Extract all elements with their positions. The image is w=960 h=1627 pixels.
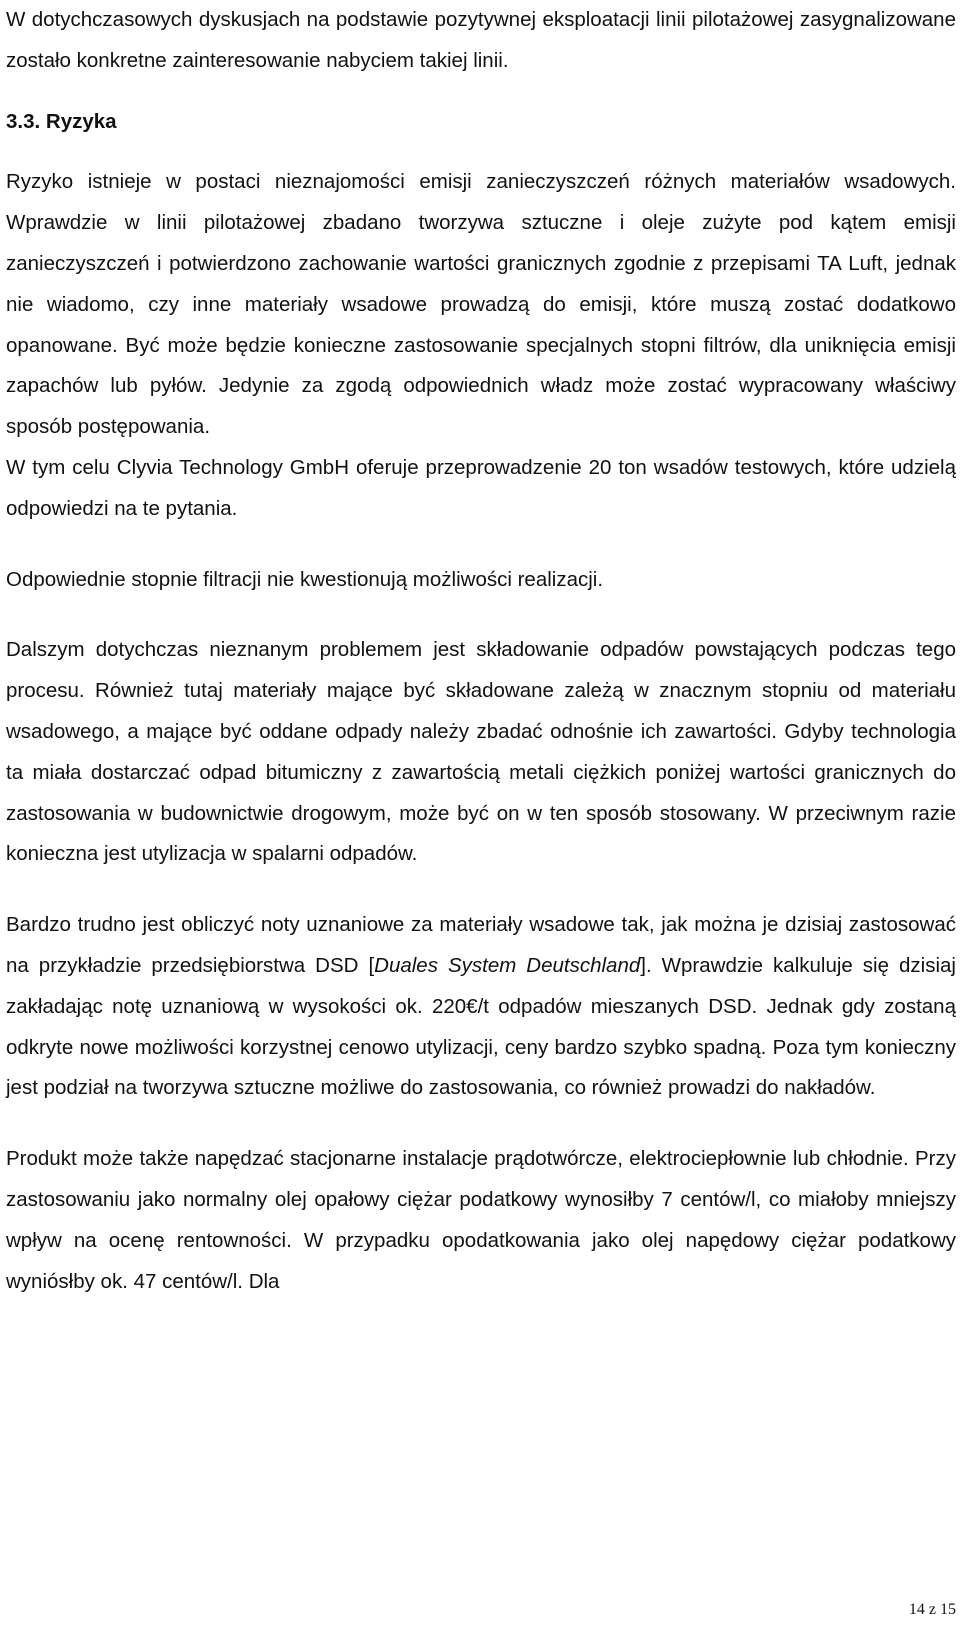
page-number: 14 z 15: [908, 1601, 956, 1618]
paragraph-credit-notes-text-2: ]. Wprawdzie kalkuluje się dzisiaj zakładając notę uznaniową w wysokości ok. 220€/t odpadów mieszanych DSD. Jednak gdy zostaną odkryte nowe możliwości korzystnej cenowo utylizacji, ceny bardzo szybko spadną. Poza tym konieczny jest podział na tworzywa sztuczne możliwe do zastosowania, co również prowadzi do nakładów.: [6, 953, 956, 1100]
paragraph-risk: Ryzyko istnieje w postaci nieznajomości emisji zanieczyszczeń różnych materiałów wsadowych. Wprawdzie w linii pilotażowej zbadano tworzywa sztuczne i oleje zużyte pod kątem emisji zanieczyszczeń i potwierdzono zachowanie wartości granicznych zgodnie z przepisami TA Luft, jednak nie wiadomo, czy inne materiały wsadowe prowadzą do emisji, które muszą zostać dodatkowo opanowane. Być może będzie konieczne zastosowanie specjalnych stopni filtrów, dla uniknięcia emisji zapachów lub pyłów. Jedynie za zgodą odpowiednich władz może zostać wypracowany właściwy sposób postępowania.: [6, 170, 956, 439]
paragraph-clyvia-offer: W tym celu Clyvia Technology GmbH oferuje przeprowadzenie 20 ton wsadów testowych, które udzielą odpowiedzi na te pytania.: [6, 455, 956, 520]
paragraph-credit-notes: [6, 905, 956, 1109]
spacer: [6, 875, 956, 905]
paragraph-filtration: Odpowiednie stopnie filtracji nie kwestionują możliwości realizacji.: [6, 567, 604, 591]
paragraph-product-usage: Produkt może także napędzać stacjonarne instalacje prądotwórcze, elektrociepłownie lub chłodnie. Przy zastosowaniu jako normalny olej opałowy ciężar podatkowy wynosiłby 7 centów/l, co miałoby mniejszy wpływ na ocenę rentowności. W przypadku opodatkowania jako olej napędowy ciężar podatkowy wyniósłby ok. 47 centów/l. Dla: [6, 1147, 956, 1293]
paragraph-waste-storage: Dalszym dotychczas nieznanym problemem jest składowanie odpadów powstających podczas tego procesu. Również tutaj materiały mające być składowane zależą w znacznym stopniu od materiału wsadowego, a mające być oddane odpady należy zbadać odnośnie ich zawartości. Gdyby technologia ta miała dostarczać odpad bitumiczny z zawartością metali ciężkich poniżej wartości granicznych do zastosowania w budownictwie drogowym, może być on w ten sposób stosowany. W przeciwnym razie konieczna jest utylizacja w spalarni odpadów.: [6, 638, 956, 866]
document-page: [6, 0, 956, 1302]
spacer: [6, 82, 956, 102]
paragraph-credit-notes-italic: Duales System Deutschland: [374, 953, 641, 977]
spacer: [6, 600, 956, 630]
paragraph-credit-notes-text-1: Bardzo trudno jest obliczyć noty uznaniowe za materiały wsadowe tak, jak można je dzisiaj zastosować na przykładzie przedsiębiorstwa DSD [: [6, 913, 956, 977]
spacer: [6, 1109, 956, 1139]
spacer: [6, 142, 956, 162]
section-heading: 3.3. Ryzyka: [6, 109, 117, 133]
spacer: [6, 530, 956, 560]
paragraph-intro: W dotychczasowych dyskusjach na podstawie pozytywnej eksploatacji linii pilotażowej zasygnalizowane zostało konkretne zainteresowanie nabyciem takiej linii.: [6, 8, 956, 72]
